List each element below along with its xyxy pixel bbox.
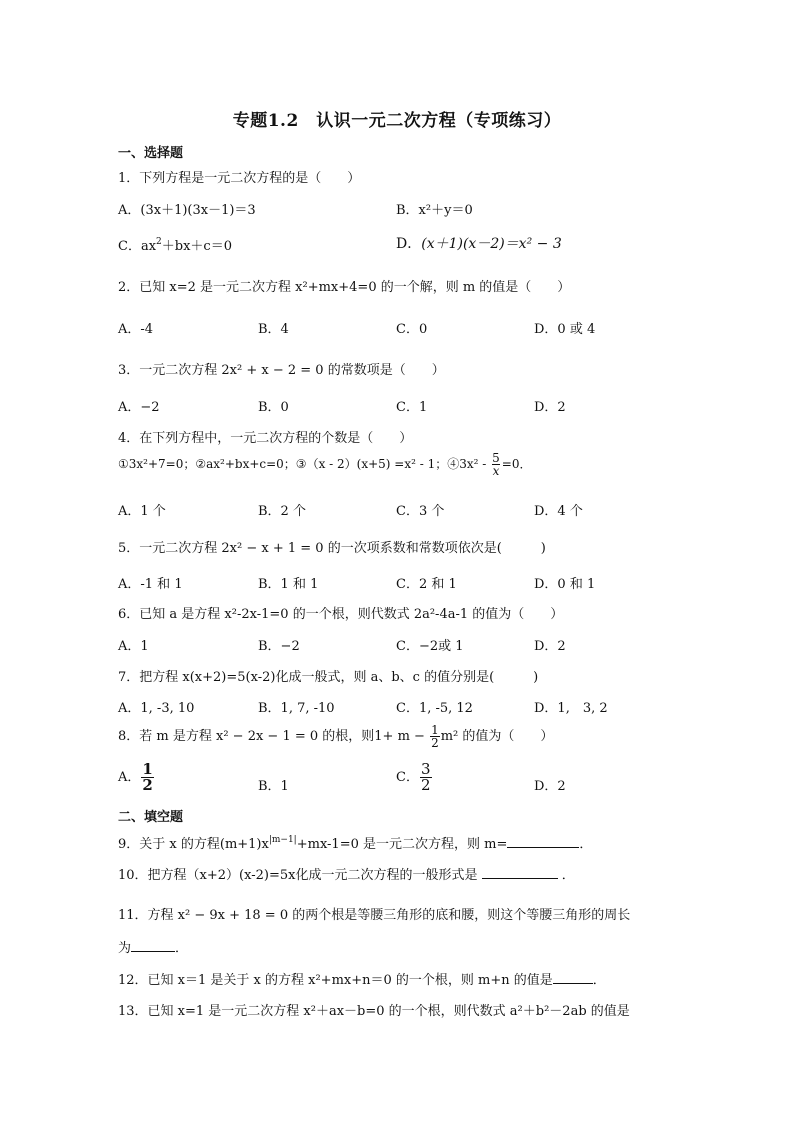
q5-option-b: B．1 和 1 <box>258 577 319 592</box>
question-3-stem: 3．一元二次方程 2x² + x − 2 = 0 的常数项是（ ） <box>118 363 445 378</box>
fraction: $\frac{3}{2}$ <box>420 760 431 794</box>
answer-blank[interactable] <box>553 972 593 984</box>
question-6-stem: 6．已知 a 是方程 x²-2x-1=0 的一个根，则代数式 2a²-4a-1 的值为（ ） <box>118 607 564 622</box>
q6-option-a: A．1 <box>118 639 149 654</box>
q8-option-c: C． $\frac{3}{2}$ <box>396 760 431 794</box>
fraction: $\frac{1}{2}$ <box>431 723 439 750</box>
q8-option-d: D．2 <box>534 779 566 794</box>
answer-blank[interactable] <box>131 940 175 952</box>
q8-option-a: A． $\frac{1}{2}$ <box>118 760 153 794</box>
question-11-stem: 11．方程 x² − 9x + 18 = 0 的两个根是等腰三角形的底和腰，则这个等腰三角形的周长 <box>118 908 631 923</box>
q7-option-c: C．1, -5, 12 <box>396 701 473 716</box>
section-heading-choice: 一、选择题 <box>118 146 184 161</box>
fraction: $\frac{5}{x}$ <box>492 451 500 478</box>
q2-option-c: C．0 <box>396 322 428 337</box>
q1-option-c: C．$ax^2+bx+c=0$ <box>118 236 232 254</box>
q1-option-d: D．(x＋1)(x－2)＝x² − 3 <box>396 236 562 252</box>
q6-option-c: C．−2或 1 <box>396 639 464 654</box>
answer-blank[interactable] <box>482 867 558 879</box>
q2-option-a: A．-4 <box>118 322 154 337</box>
question-9-stem: 9．关于 x 的方程$(m+1)x^{|m-1|}+mx-1=0$ 是一元二次方程，则 m= ． <box>118 834 593 852</box>
q1-option-b: B．x²＋y＝0 <box>396 203 473 218</box>
q2-option-d: D．0 或 4 <box>534 322 596 337</box>
q8-option-b: B．1 <box>258 779 289 794</box>
question-4-equations: ①3x²+7=0；②ax²+bx+c=0；③（x - 2）(x+5) =x² - 1；④3x² - $\frac{5}{x}$ =0． <box>118 451 532 478</box>
page-title: 专题1.2 认识一元二次方程（专项练习） <box>232 111 562 131</box>
q7-option-b: B．1, 7, -10 <box>258 701 335 716</box>
question-8-stem: 8．若 m 是方程 x² − 2x − 1 = 0 的根，则1+ m − $\frac{1}{2}$ m² 的值为（ ） <box>118 723 554 750</box>
answer-blank[interactable] <box>507 836 579 848</box>
q7-option-d: D．1, 3, 2 <box>534 701 608 716</box>
q4-option-a: A．1 个 <box>118 504 166 519</box>
section-heading-fill: 二、填空题 <box>118 810 184 825</box>
question-7-stem: 7．把方程 x(x+2)=5(x-2)化成一般式，则 a、b、c 的值分别是( ) <box>118 670 539 685</box>
question-4-stem: 4．在下列方程中，一元二次方程的个数是（ ） <box>118 431 413 446</box>
q4-option-d: D．4 个 <box>534 504 583 519</box>
q5-option-a: A．-1 和 1 <box>118 577 183 592</box>
question-11-continuation: 为 ． <box>118 941 189 956</box>
question-12-stem: 12．已知 x＝1 是关于 x 的方程 x²+mx+n＝0 的一个根，则 m+n 的值是 ． <box>118 973 606 988</box>
q5-option-c: C．2 和 1 <box>396 577 457 592</box>
question-10-stem: 10．把方程（x+2）(x-2)=5x化成一元二次方程的一般形式是 ． <box>118 868 575 883</box>
q4-option-b: B．2 个 <box>258 504 306 519</box>
q2-option-b: B．4 <box>258 322 289 337</box>
q6-option-b: B．−2 <box>258 639 300 654</box>
question-2-stem: 2．已知 x=2 是一元二次方程 x²+mx+4=0 的一个解，则 m 的值是（ ） <box>118 280 571 295</box>
q6-option-d: D．2 <box>534 639 566 654</box>
question-13-stem: 13．已知 x=1 是一元二次方程 x²＋ax－b=0 的一个根，则代数式 a²＋b²－2ab 的值是 <box>118 1004 630 1019</box>
question-1-stem: 1．下列方程是一元二次方程的是（ ） <box>118 171 361 186</box>
q3-option-d: D．2 <box>534 400 566 415</box>
q1-option-a: A．(3x＋1)(3x－1)＝3 <box>118 203 256 218</box>
q7-option-a: A．1, -3, 10 <box>118 701 195 716</box>
q4-option-c: C．3 个 <box>396 504 445 519</box>
q5-option-d: D．0 和 1 <box>534 577 596 592</box>
q3-option-c: C．1 <box>396 400 428 415</box>
q3-option-a: A．−2 <box>118 400 160 415</box>
q3-option-b: B．0 <box>258 400 289 415</box>
fraction: $\frac{1}{2}$ <box>142 760 153 794</box>
question-5-stem: 5．一元二次方程 2x² − x + 1 = 0 的一次项系数和常数项依次是( ) <box>118 541 546 556</box>
